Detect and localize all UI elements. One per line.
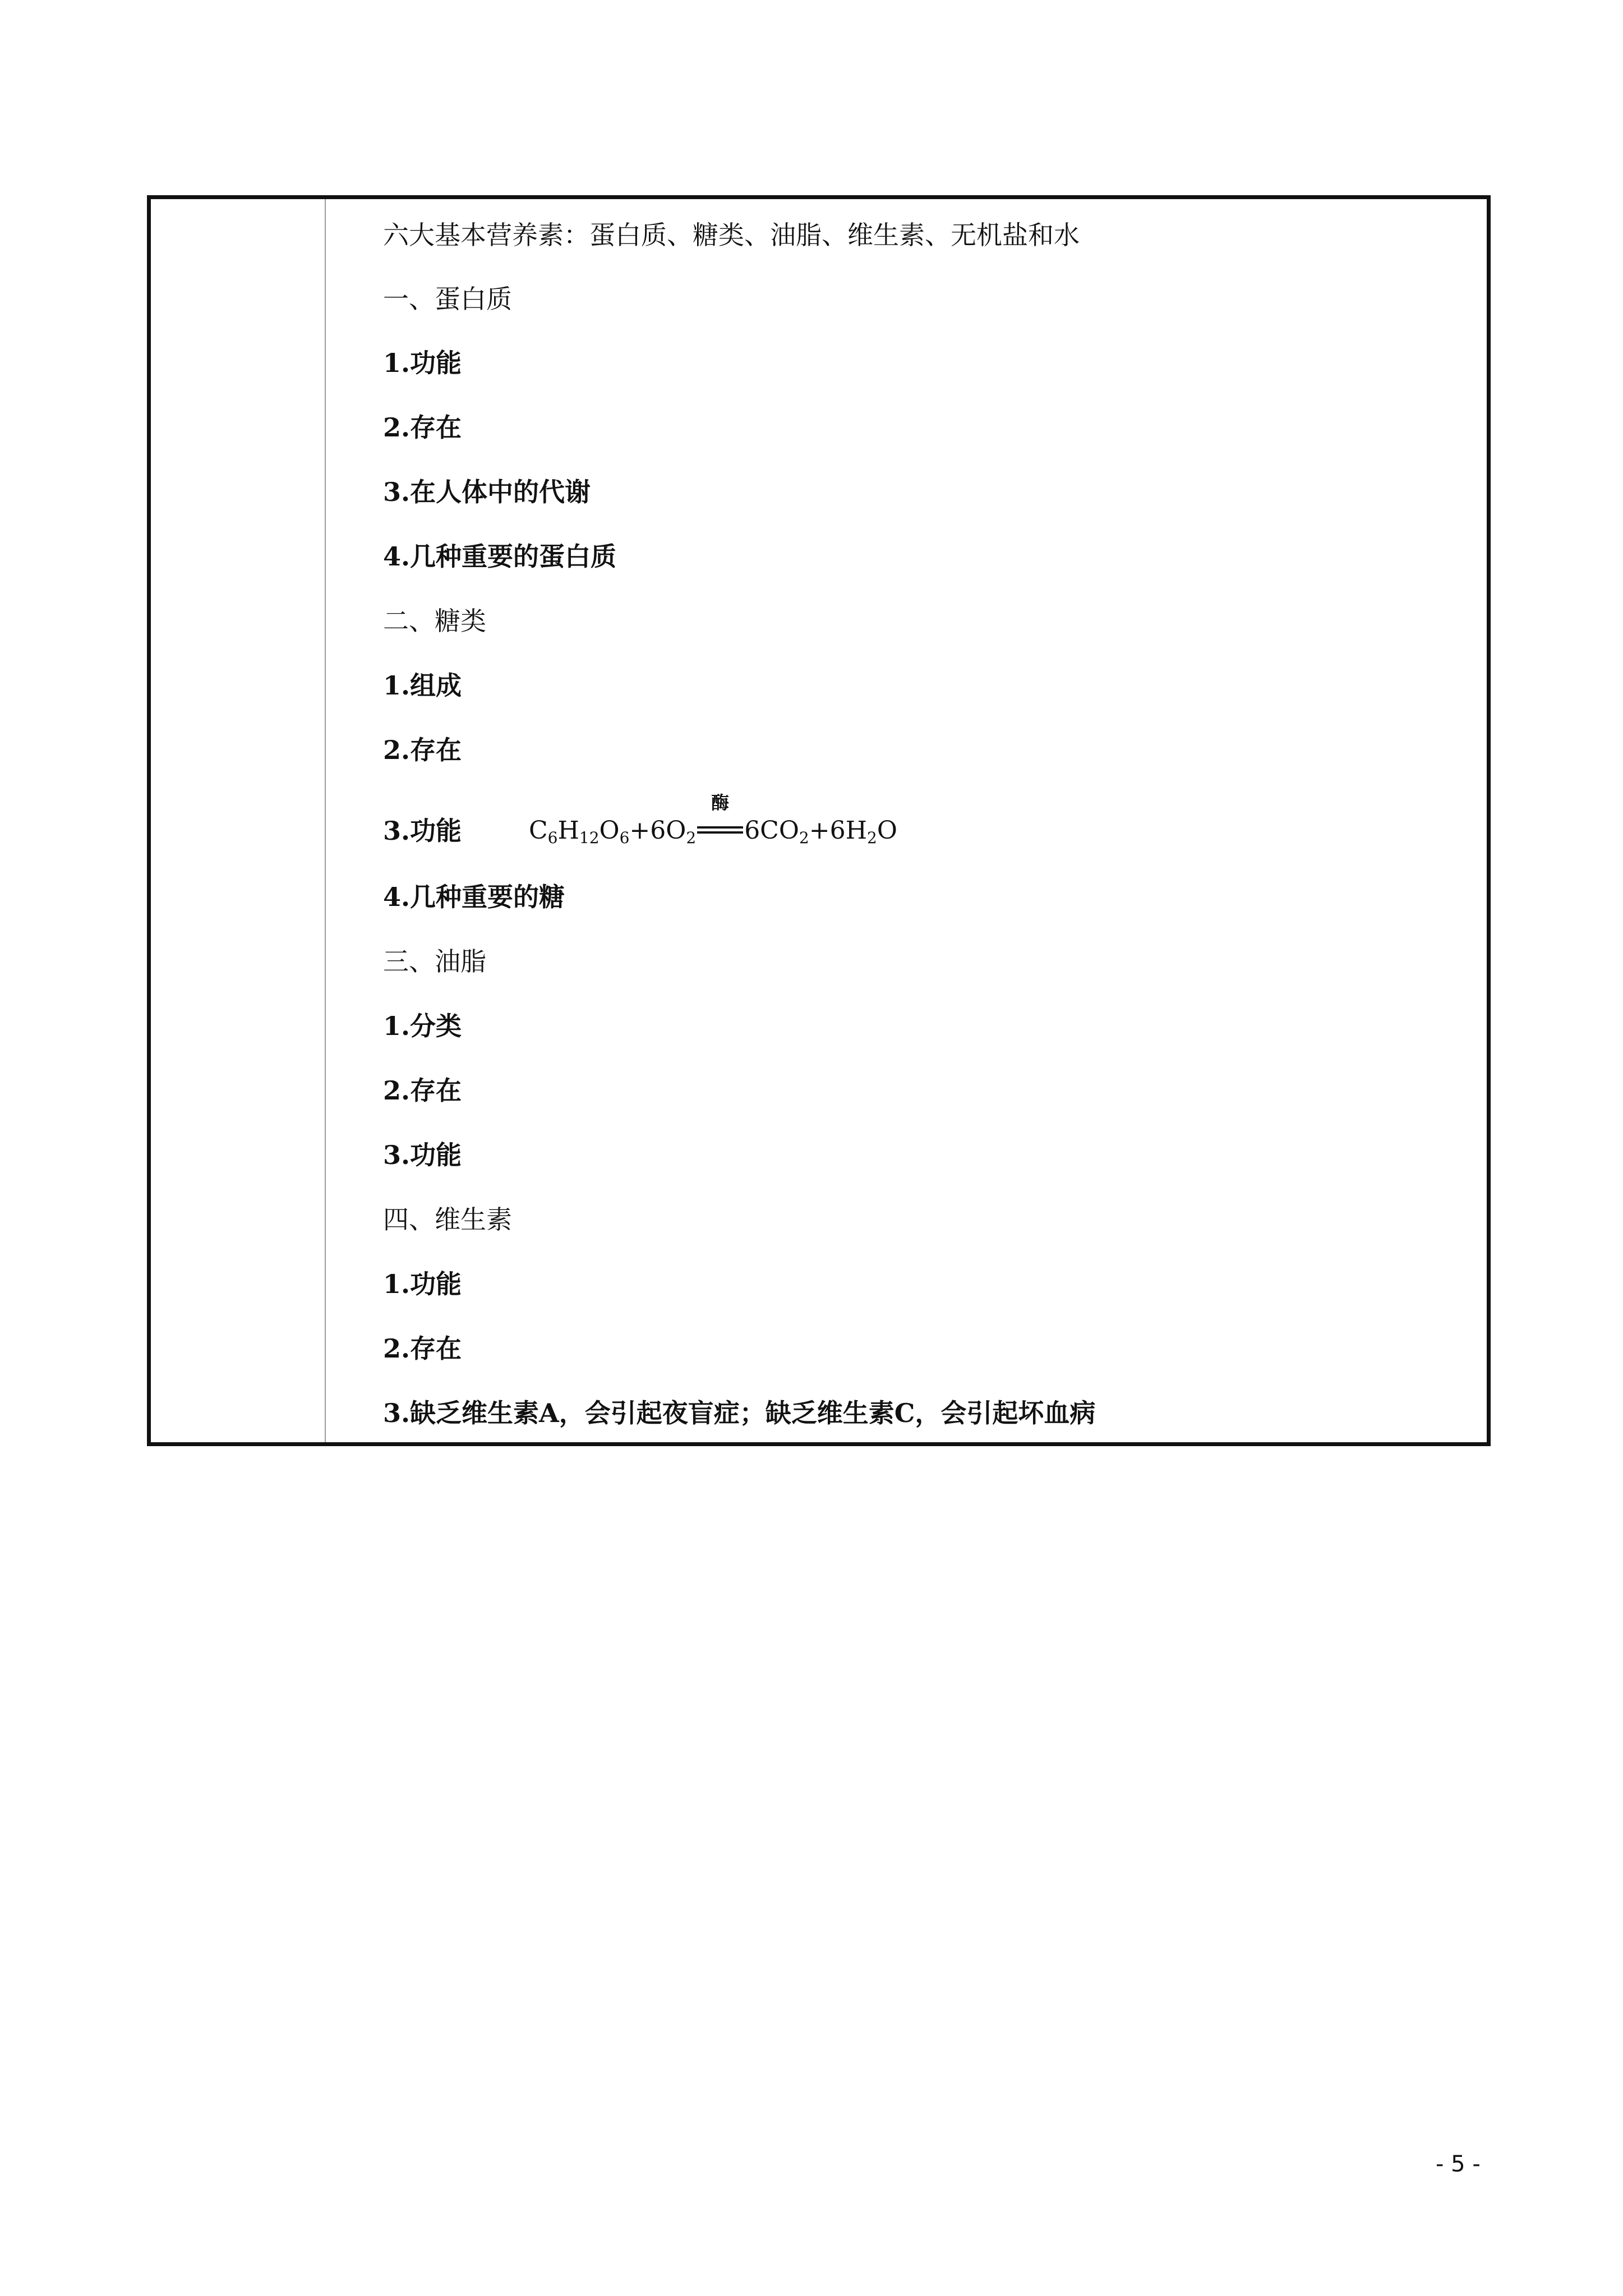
fat-item-function: 3.功能 [383,1140,462,1170]
section-heading-sugar: 二、糖类 [383,606,486,636]
catalyst-label: 酶 [711,792,730,813]
vitamin-item-deficiency: 3.缺乏维生素A，会引起夜盲症；缺乏维生素C，会引起坏血病 [383,1398,1096,1428]
page-number: - 5 - [1436,2151,1481,2177]
section-heading-protein: 一、蛋白质 [383,284,512,314]
vitamin-item-existence: 2.存在 [383,1333,462,1364]
sugar-item-existence: 2.存在 [383,735,462,765]
reaction-arrow [697,792,743,848]
sugar-item-function: 3.功能 [383,816,462,846]
protein-item-existence: 2.存在 [383,412,462,443]
vitamin-item-function: 1.功能 [383,1269,462,1299]
protein-item-function: 1.功能 [383,348,462,378]
intro-text: 六大基本营养素：蛋白质、糖类、油脂、维生素、无机盐和水 [383,220,1080,250]
protein-item-metabolism: 3.在人体中的代谢 [383,477,591,507]
sugar-item-important-visible: 4.几种重要的糖 [383,882,565,912]
column-divider [325,199,326,1442]
content-table [147,195,1491,1446]
fat-item-classification: 1.分类 [383,1011,462,1041]
fat-item-existence: 2.存在 [383,1075,462,1106]
sugar-item-function-row [383,792,1168,848]
glucose-oxidation-equation: $C_6H_{12}O_6+6O_2$ 酶 $6CO_2+6H_2O$ [529,792,897,847]
section-heading-vitamin: 四、维生素 [383,1204,512,1235]
section-heading-fat: 三、油脂 [383,946,486,977]
protein-item-important: 4.几种重要的蛋白质 [383,541,617,572]
sugar-item-composition: 1.组成 [383,670,462,701]
